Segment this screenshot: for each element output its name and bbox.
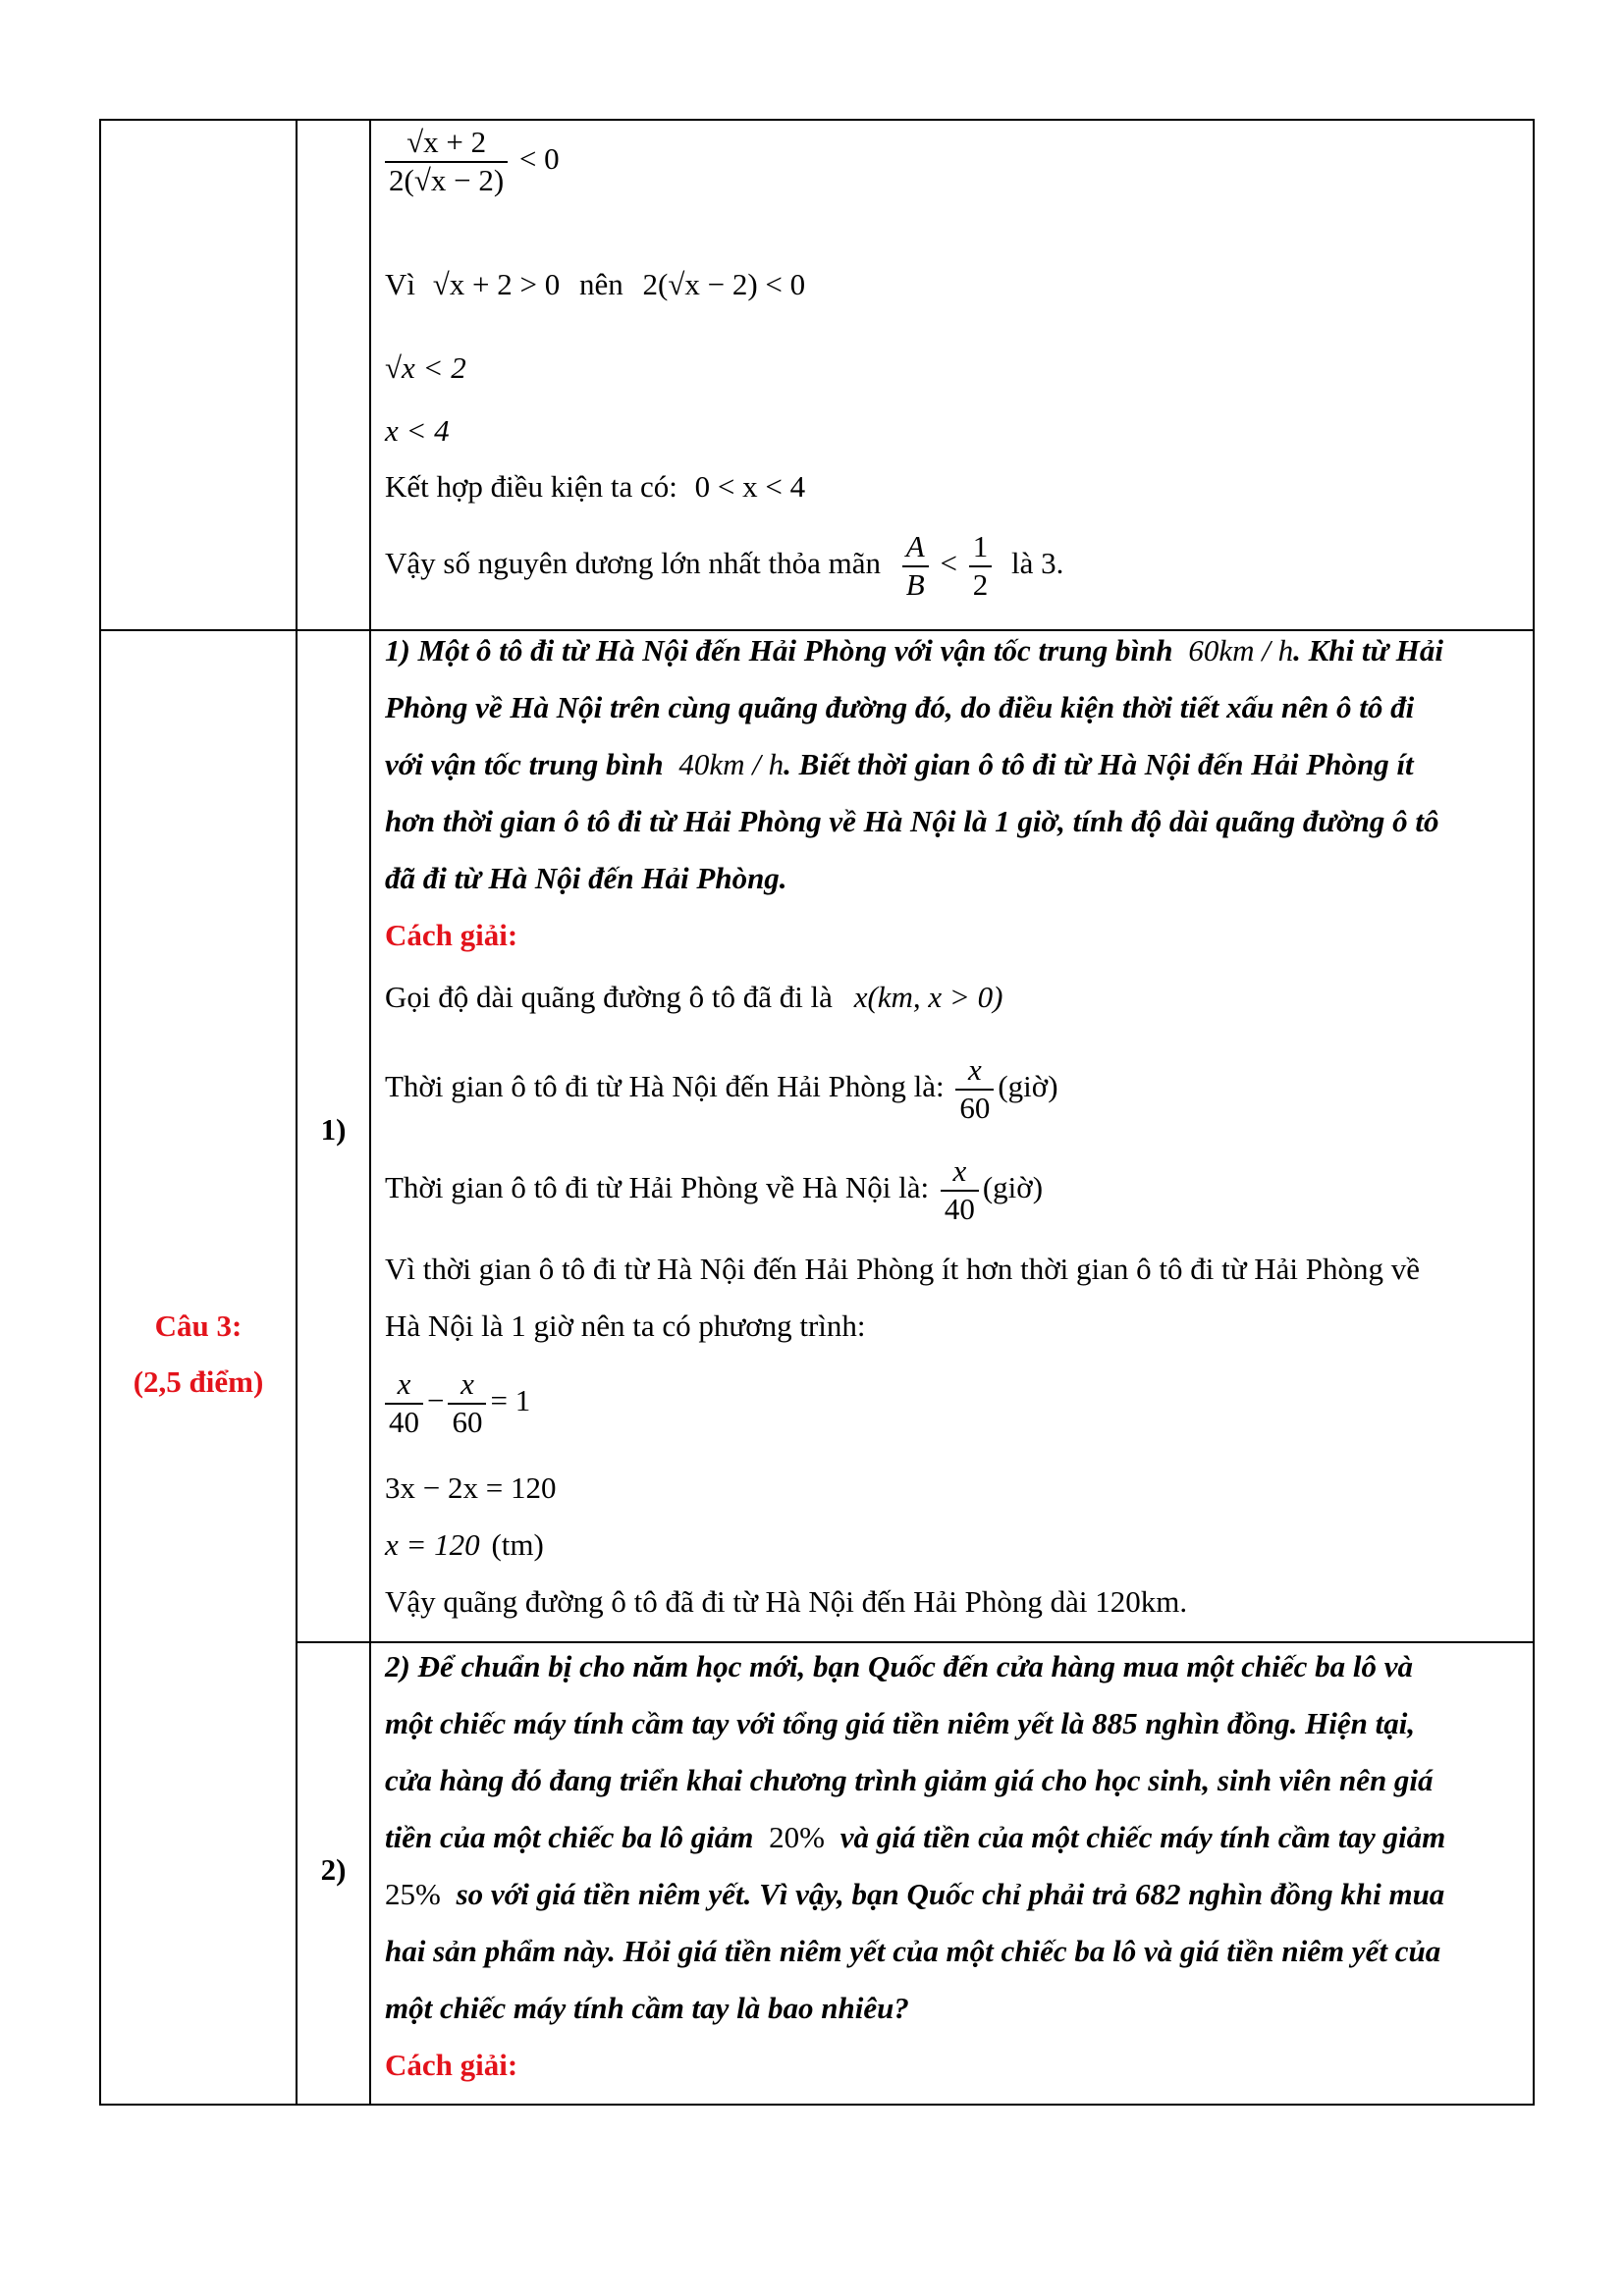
reason-line-2: Hà Nội là 1 giờ nên ta có phương trình: bbox=[385, 1308, 866, 1343]
step-x-120: x = 120 (tm) bbox=[385, 1527, 544, 1562]
combine-conditions: Kết hợp điều kiện ta có: 0 < x < 4 bbox=[385, 469, 806, 504]
problem-2-line-7: một chiếc máy tính cầm tay là bao nhiêu? bbox=[385, 1991, 909, 2025]
let-variable: Gọi độ dài quãng đường ô tô đã đi là x(km, x > 0) bbox=[385, 980, 1003, 1014]
problem-1-line-1: 1) Một ô tô đi từ Hà Nội đến Hải Phòng với vận tốc trung bình 60km / h. Khi từ Hải bbox=[385, 633, 1444, 667]
time-hn-to-hp: Thời gian ô tô đi từ Hà Nội đến Hải Phòng là: $\frac{x}{60}$ (giờ) bbox=[385, 1052, 1058, 1125]
table-border-left bbox=[99, 119, 101, 2106]
problem-2-line-5: 25% so với giá tiền niêm yết. Vì vậy, bạn Quốc chỉ phải trả 682 nghìn đồng khi mua bbox=[385, 1877, 1445, 1911]
answer-1: Vậy quãng đường ô tô đã đi từ Hà Nội đến Hải Phòng dài 120km. bbox=[385, 1584, 1188, 1619]
time-hp-to-hn: Thời gian ô tô đi từ Hải Phòng về Hà Nội là: $\frac{x}{40}$ (giờ) bbox=[385, 1153, 1044, 1226]
step-3x-2x: 3x − 2x = 120 bbox=[385, 1470, 557, 1505]
problem-2-line-1: 2) Để chuẩn bị cho năm học mới, bạn Quốc đến cửa hàng mua một chiếc ba lô và bbox=[385, 1649, 1414, 1683]
method-title-2: Cách giải: bbox=[385, 2048, 518, 2082]
inequality-fraction: $\frac{√x + 2}{2(√x - 2)}$ < 0 bbox=[385, 126, 560, 197]
table-col-divider-2 bbox=[369, 119, 371, 2106]
step-x-lt-4: x < 4 bbox=[385, 413, 450, 448]
table-row-divider bbox=[99, 629, 1535, 631]
problem-2-line-4: tiền của một chiếc ba lô giảm 20% và giá tiền của một chiếc máy tính cầm tay giảm bbox=[385, 1820, 1446, 1854]
method-title-1: Cách giải: bbox=[385, 918, 518, 952]
table-border-right bbox=[1533, 119, 1535, 2106]
subquestion-1-label: 1) bbox=[320, 1112, 347, 1147]
problem-1-line-4: hơn thời gian ô tô đi từ Hải Phòng về Hà Nội là 1 giờ, tính độ dài quãng đường ô tô bbox=[385, 804, 1439, 838]
subquestion-2-label: 2) bbox=[320, 1852, 347, 1887]
reason-line-1: Vì thời gian ô tô đi từ Hà Nội đến Hải Phòng ít hơn thời gian ô tô đi từ Hải Phòng về bbox=[385, 1252, 1421, 1286]
table-border-bottom bbox=[99, 2104, 1535, 2106]
problem-1-line-2: Phòng về Hà Nội trên cùng quãng đường đó, do điều kiện thời tiết xấu nên ô tô đi bbox=[385, 690, 1415, 724]
conclusion-top: Vậy số nguyên dương lớn nhất thỏa mãn $\frac{A}{B}$ < $\frac{1}{2}$ là 3. bbox=[385, 529, 1064, 602]
table-subrow-divider bbox=[296, 1641, 1535, 1643]
because-line: Vì √x + 2 > 0 nên 2(√x − 2) < 0 bbox=[385, 267, 806, 301]
step-sqrt-lt-2: √x < 2 bbox=[385, 350, 466, 385]
problem-1-line-3: với vận tốc trung bình 40km / h. Biết thời gian ô tô đi từ Hà Nội đến Hải Phòng ít bbox=[385, 747, 1414, 781]
table-border-top bbox=[99, 119, 1535, 121]
problem-1-line-5: đã đi từ Hà Nội đến Hải Phòng. bbox=[385, 861, 787, 895]
question-label: Câu 3: bbox=[154, 1308, 243, 1343]
problem-2-line-6: hai sản phẩm này. Hỏi giá tiền niêm yết của một chiếc ba lô và giá tiền niêm yết của bbox=[385, 1934, 1441, 1968]
problem-2-line-3: cửa hàng đó đang triển khai chương trình giảm giá cho học sinh, sinh viên nên giá bbox=[385, 1763, 1434, 1797]
equation-line: $\frac{x}{40}$ − $\frac{x}{60}$ = 1 bbox=[385, 1367, 530, 1439]
problem-2-line-2: một chiếc máy tính cầm tay với tổng giá tiền niêm yết là 885 nghìn đồng. Hiện tại, bbox=[385, 1706, 1416, 1740]
question-points: (2,5 điểm) bbox=[133, 1364, 264, 1399]
